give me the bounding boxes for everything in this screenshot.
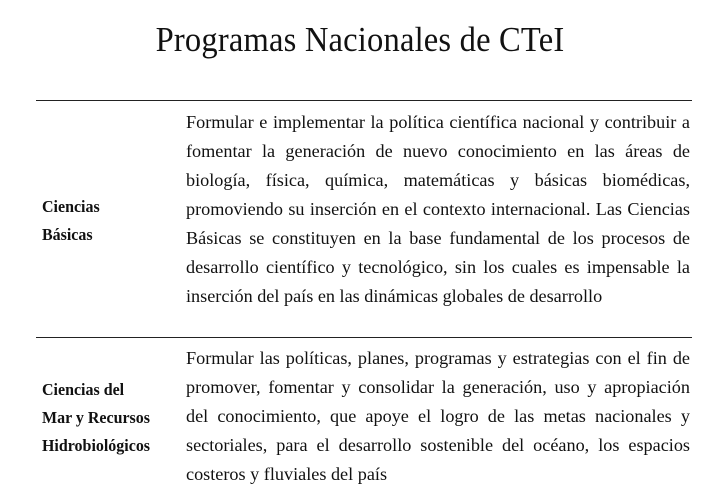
row-label: [42, 376, 174, 460]
row-label-line: Mar y Recursos: [42, 408, 150, 427]
row-label-line: Básicas: [42, 225, 93, 244]
table-row-ciencias-basicas: [36, 108, 692, 336]
row-description: Formular e implementar la política científica nacional y contribuir a fomentar la generación de nuevo conocimiento en las áreas de biología, física, química, matemáticas y básicas biomédicas, promoviendo su inserción en el contexto internacional. Las Ciencias Básicas se constituyen en la base fundamental de los procesos de desarrollo científico y tecnológico, sin los cuales es impensable la inserción del país en las dinámicas globales de desarrollo: [186, 112, 690, 306]
row-label: [42, 193, 174, 249]
row-label-line: Hidrobiológicos: [42, 436, 151, 455]
row-label-line: Ciencias del: [42, 380, 125, 399]
table-top-rule: [36, 100, 692, 101]
table-row-divider: [36, 337, 692, 338]
row-description: Formular las políticas, planes, programas y estrategias con el fin de promover, fomentar y consolidar la generación, uso y apropiación del conocimiento, que apoye el logro de las metas nacionales y sectoriales, para el desarrollo sostenible del océano, los espacios costeros y fluviales del país: [186, 348, 690, 484]
row-label-line: Ciencias: [42, 197, 100, 216]
document-title: Programas Nacionales de CTeI: [155, 20, 565, 59]
table-row-ciencias-del-mar: [36, 344, 692, 484]
